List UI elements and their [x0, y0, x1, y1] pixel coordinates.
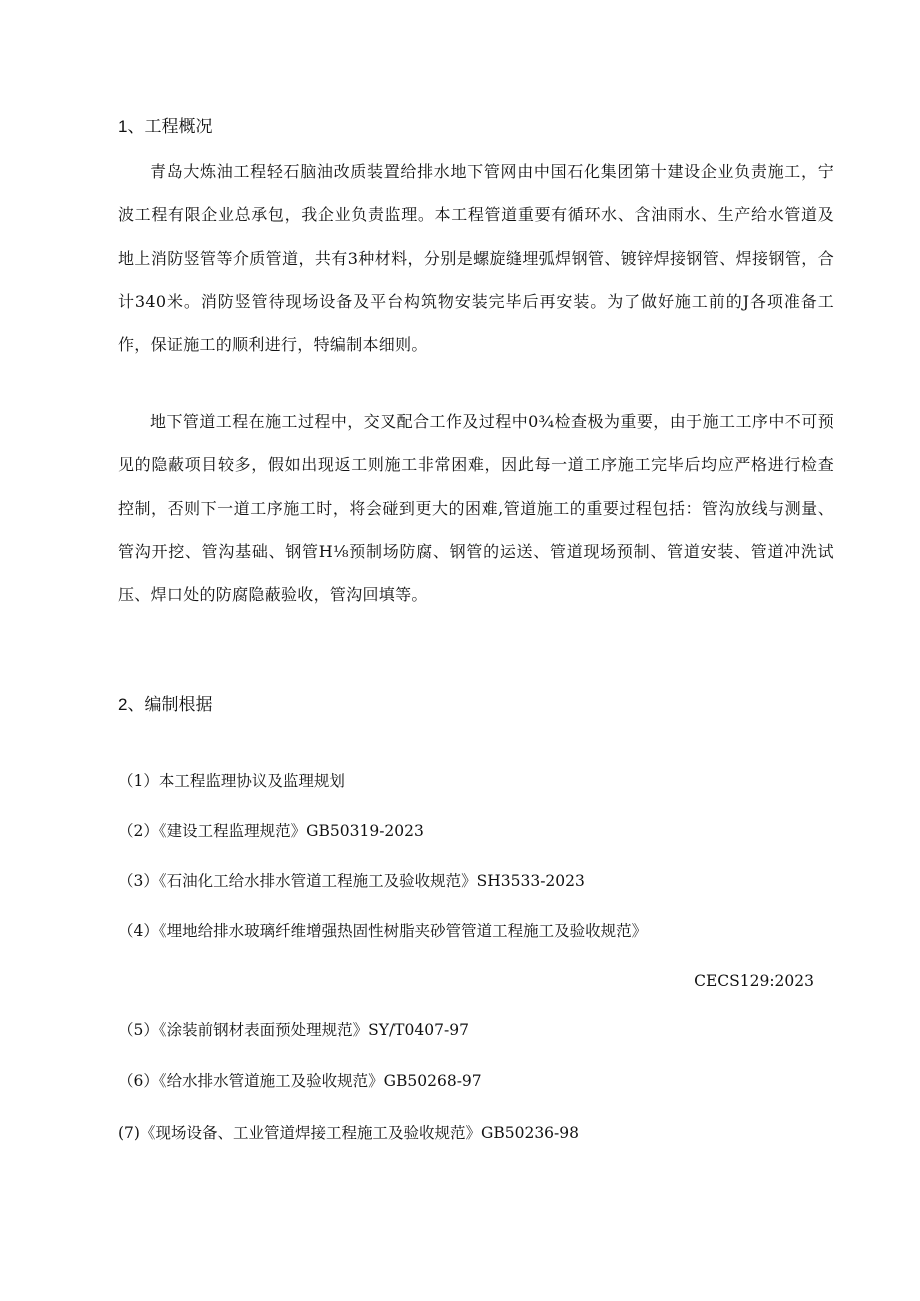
section-1-paragraph-2: 地下管道工程在施工过程中，交叉配合工作及过程中0¾检查极为重要，由于施工工序中不可预见的隐蔽项目较多，假如出现返工则施工非常困难，因此每一道工序施工完毕后均应严格进行检查控制，否则下一道工序施工时，将会碰到更大的困难,管道施工的重要过程包括：管沟放线与测量、管沟开挖、管沟基础、钢管H⅛预制场防腐、钢管的运送、管道现场预制、管道安装、管道冲洗试压、焊口处的防腐隐蔽验收，管沟回填等。	[118, 412, 834, 605]
reference-item-2: （2）《建设工程监理规范》GB50319-2023	[118, 822, 424, 840]
reference-item-4: （4）《埋地给排水玻璃纤维增强热固性树脂夹砂管管道工程施工及验收规范》	[118, 922, 648, 940]
reference-item-4-code: CECS129:2023	[694, 972, 814, 990]
reference-item-3: （3）《石油化工给水排水管道工程施工及验收规范》SH3533-2023	[118, 872, 585, 890]
reference-item-1: （1）本工程监理协议及监理规划	[118, 772, 345, 790]
section-1-paragraph-1: 青岛大炼油工程轻石脑油改质装置给排水地下管网由中国石化集团第十建设企业负责施工，宁波工程有限企业总承包，我企业负责监理。本工程管道重要有循环水、含油雨水、生产给水管道及地上消防竖管等介质管道，共有3种材料，分别是螺旋缝埋弧焊钢管、镀锌焊接钢管、焊接钢管，合计340米。消防竖管待现场设备及平台构筑物安装完毕后再安装。为了做好施工前的J各项准备工作，保证施工的顺利进行，特编制本细则。	[118, 162, 834, 355]
section-2-heading: 2、编制根据	[118, 695, 213, 714]
reference-item-7: (7)《现场设备、工业管道焊接工程施工及验收规范》GB50236-98	[118, 1124, 579, 1142]
reference-item-6: （6）《给水排水管道施工及验收规范》GB50268-97	[118, 1072, 482, 1090]
section-1-heading: 1、工程概况	[118, 117, 213, 136]
reference-item-5: （5）《涂装前钢材表面预处理规范》SY/T0407-97	[118, 1021, 469, 1039]
